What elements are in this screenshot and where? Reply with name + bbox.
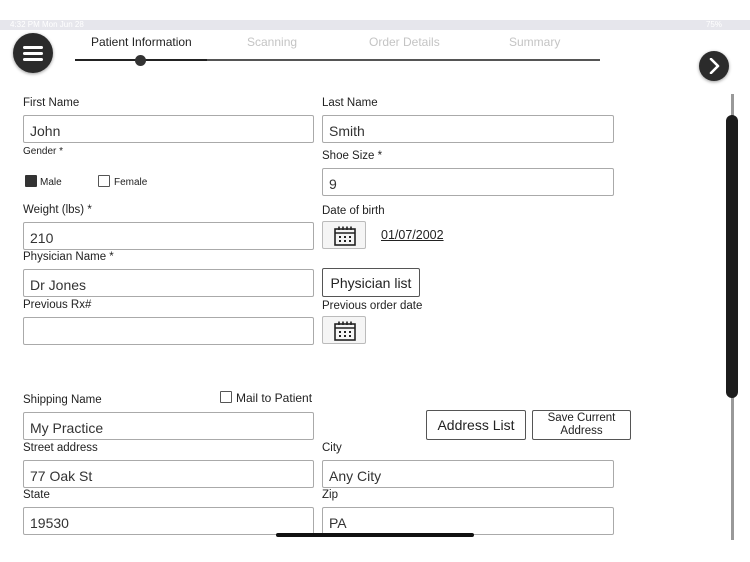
shipping-name-field[interactable]: My Practice [23,412,314,440]
shoe-size-label: Shoe Size * [322,150,383,162]
menu-button[interactable] [13,33,53,73]
zip-label: Zip [322,489,338,501]
save-current-address-button[interactable]: Save Current Address [532,410,631,440]
gender-label: Gender * [23,146,64,157]
shoe-size-field[interactable]: 9 [322,168,614,196]
street-address-label: Street address [23,442,98,454]
gender-female-label: Female [114,177,148,188]
step-summary[interactable]: Summary [509,35,561,49]
status-battery: 75% [705,20,722,29]
gender-female-checkbox[interactable] [98,175,110,187]
home-indicator[interactable] [276,533,474,537]
first-name-field[interactable]: John [23,115,314,143]
previous-rx-field[interactable] [23,317,314,345]
status-bar [0,20,750,30]
progress-indicator [135,55,146,66]
previous-rx-label: Previous Rx# [23,299,92,311]
city-label: City [322,442,342,454]
first-name-label: First Name [23,97,80,109]
physician-name-label: Physician Name * [23,251,114,263]
last-name-label: Last Name [322,97,378,109]
mail-to-patient-checkbox[interactable] [220,391,232,403]
weight-label: Weight (lbs) * [23,204,92,216]
hamburger-menu-icon [23,46,43,49]
next-button[interactable] [699,51,729,81]
dob-label: Date of birth [322,205,385,217]
calendar-icon [334,226,356,246]
state-label: State [23,489,50,501]
address-list-button[interactable]: Address List [426,410,526,440]
dob-calendar-button[interactable] [322,221,366,249]
scrollbar-thumb[interactable] [726,115,738,398]
step-scanning[interactable]: Scanning [247,35,298,49]
physician-list-button[interactable]: Physician list [322,268,420,297]
step-order-details[interactable]: Order Details [369,35,440,49]
physician-name-field[interactable]: Dr Jones [23,269,314,297]
last-name-field[interactable]: Smith [322,115,614,143]
gender-male-checkbox[interactable] [25,175,37,187]
status-time: 4:32 PM Mon Jun 28 [10,20,84,29]
street-address-field[interactable]: 77 Oak St [23,460,314,488]
shipping-name-label: Shipping Name [23,394,102,406]
state-field[interactable]: 19530 [23,507,314,535]
previous-order-date-label: Previous order date [322,300,423,312]
weight-field[interactable]: 210 [23,222,314,250]
zip-field[interactable]: PA [322,507,614,535]
dob-value[interactable]: 01/07/2002 [381,228,444,242]
chevron-right-icon [707,58,723,74]
city-field[interactable]: Any City [322,460,614,488]
previous-order-date-calendar-button[interactable] [322,316,366,344]
gender-male-label: Male [40,177,62,188]
step-patient-information[interactable]: Patient Information [91,35,192,49]
calendar-icon [334,321,356,341]
mail-to-patient-label: Mail to Patient [236,391,313,405]
